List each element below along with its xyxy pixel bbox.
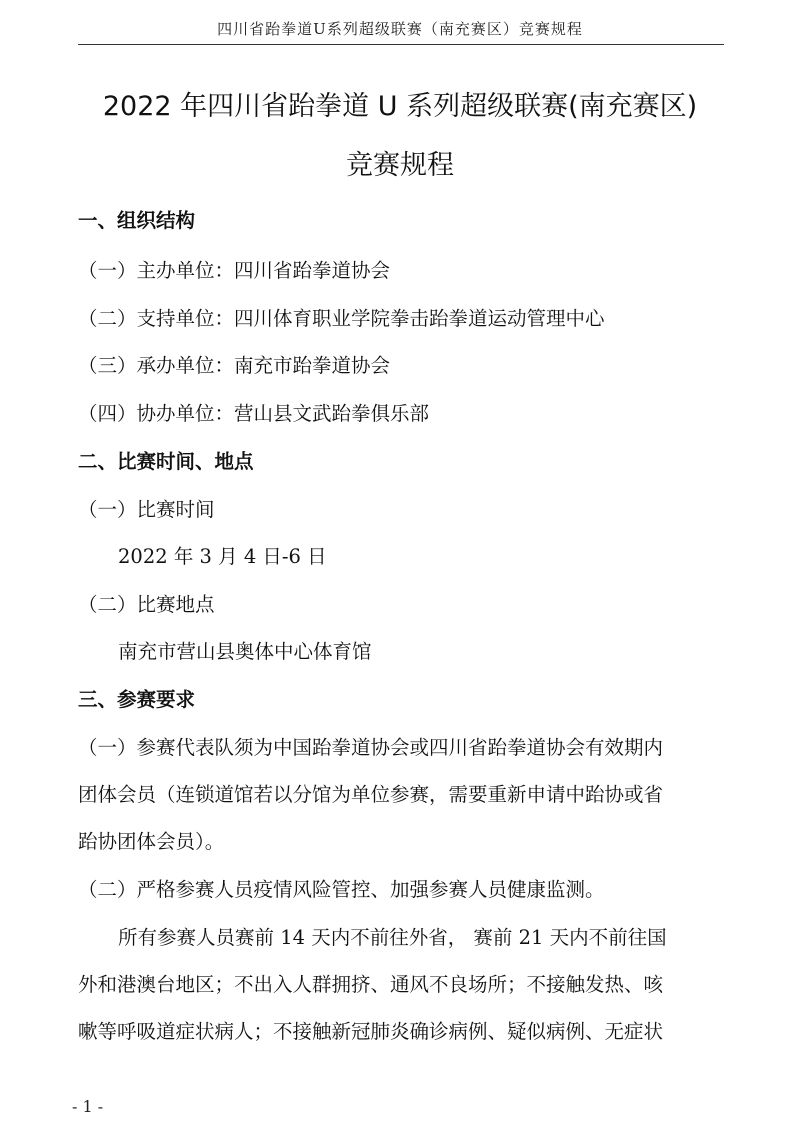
list-item-host: （一）主办单位：四川省跆拳道协会 [78,259,391,282]
section-heading-requirements: 三、参赛要求 [78,688,196,711]
document-subtitle: 竞赛规程 [346,150,454,181]
page-number: - 1 - [72,1097,104,1116]
requirement-1-line-3: 跆协团体会员）。 [78,830,225,853]
place-label: （二）比赛地点 [78,593,215,616]
list-item-co-organizer: （四）协办单位：营山县文武跆拳俱乐部 [78,402,430,425]
requirement-1-line-2: 团体会员（连锁道馆若以分馆为单位参赛，需要重新申请中跆协或省 [78,783,664,806]
time-label: （一）比赛时间 [78,498,215,521]
place-value: 南充市营山县奥体中心体育馆 [118,640,372,663]
time-value: 2022 年 3 月 4 日-6 日 [118,545,327,568]
paragraph-line-1: 所有参赛人员赛前 14 天内不前往外省， 赛前 21 天内不前往国 [118,926,667,949]
section-heading-organization: 一、组织结构 [78,209,196,232]
running-header: 四川省跆拳道U系列超级联赛（南充赛区）竞赛规程 [217,20,583,38]
paragraph-line-3: 嗽等呼吸道症状病人；不接触新冠肺炎确诊病例、疑似病例、无症状 [78,1020,664,1043]
document-title: 2022 年四川省跆拳道 U 系列超级联赛(南充赛区) [102,91,698,122]
requirement-1-line-1: （一）参赛代表队须为中国跆拳道协会或四川省跆拳道协会有效期内 [78,736,664,759]
section-heading-time-place: 二、比赛时间、地点 [78,450,254,473]
header-divider [78,44,724,45]
list-item-supporter: （二）支持单位：四川体育职业学院拳击跆拳道运动管理中心 [78,307,605,330]
requirement-2: （二）严格参赛人员疫情风险管控、加强参赛人员健康监测。 [78,878,605,901]
list-item-organizer: （三）承办单位：南充市跆拳道协会 [78,354,391,377]
paragraph-line-2: 外和港澳台地区；不出入人群拥挤、通风不良场所；不接触发热、咳 [78,973,664,996]
